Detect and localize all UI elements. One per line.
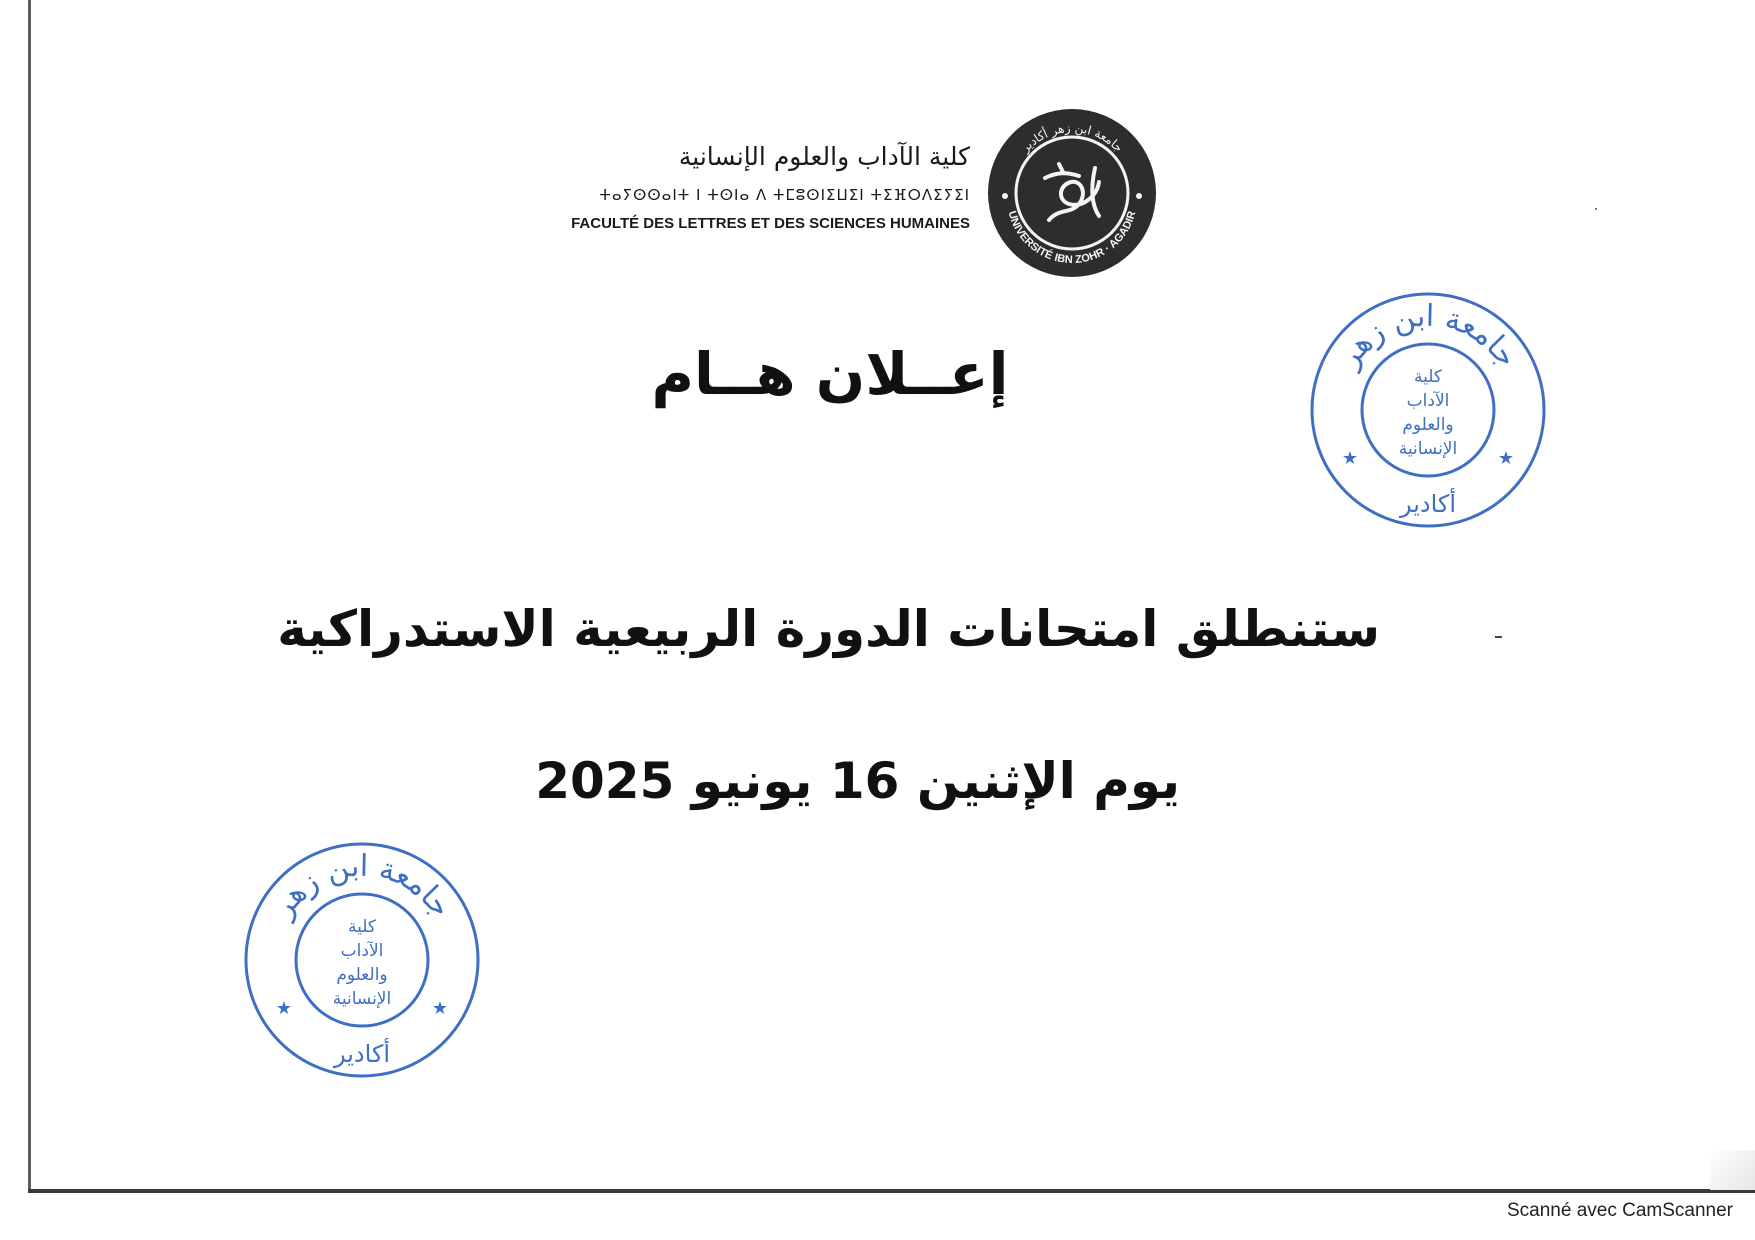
stamp-inner-line: كلية — [348, 917, 376, 937]
university-logo — [987, 108, 1157, 278]
stamp-inner-line: الآداب — [1406, 391, 1450, 411]
stamp-bottom-text: أكادير — [333, 1040, 391, 1068]
stamp-inner-line: الإنسانية — [332, 989, 392, 1009]
faculty-name-tifinagh: ⵜⴰⵢⵙⵙⴰⵏⵜ ⵏ ⵜⵙⵏⴰ ⴷ ⵜⵎⵓⵙⵏⵉⵡⵉⵏ ⵜⵉⴼⵔⴷⵉⵢⵉⵏ — [599, 186, 970, 204]
scan-bottom-edge — [28, 1189, 1755, 1193]
scan-corner-shadow — [1710, 1150, 1755, 1190]
logo-latin-ring-text: UNIVERSITÉ IBN ZOHR · AGADIR — [1005, 209, 1139, 267]
scan-left-edge — [28, 0, 31, 1192]
stamp-outer-text: جامعة ابن زهر — [1331, 298, 1525, 374]
svg-text:جامعة ابن زهر — [1330, 299, 1524, 376]
official-stamp — [1308, 290, 1548, 530]
stamp-bottom-text: أكادير — [1399, 490, 1457, 518]
faculty-name-french: FACULTÉ DES LETTRES ET DES SCIENCES HUMAINES — [571, 215, 970, 232]
announcement-title: إعــلان هــام — [651, 340, 1009, 408]
announcement-date: يوم الإثنين 16 يونيو 2025 — [535, 752, 1180, 810]
faculty-name-arabic: كلية الآداب والعلوم الإنسانية — [678, 142, 970, 171]
stamp-inner-line: كلية — [1414, 367, 1442, 387]
stamp-inner-line: والعلوم — [1402, 415, 1454, 435]
stamp-star-icon: ★ — [1341, 448, 1359, 469]
stamp-inner-line: الآداب — [340, 941, 384, 961]
camscanner-watermark: Scanné avec CamScanner — [1506, 1200, 1733, 1221]
official-stamp — [242, 840, 482, 1080]
scan-speck — [1495, 636, 1502, 638]
stamp-star-icon: ★ — [1497, 448, 1515, 469]
stamp-inner-line: والعلوم — [336, 965, 388, 985]
logo-arabic-ring-text: جامعة ابن زهر أكادير — [1018, 120, 1126, 155]
svg-text:جامعة ابن زهر — [264, 849, 458, 926]
stamp-outer-text: جامعة ابن زهر — [265, 848, 459, 924]
stamp-inner-line: الإنسانية — [1398, 439, 1458, 459]
scan-speck — [1595, 208, 1597, 210]
announcement-text: ستنطلق امتحانات الدورة الربيعية الاستدراكية — [277, 600, 1380, 658]
stamp-star-icon: ★ — [275, 998, 293, 1019]
stamp-star-icon: ★ — [431, 998, 449, 1019]
faculty-header — [540, 142, 970, 242]
